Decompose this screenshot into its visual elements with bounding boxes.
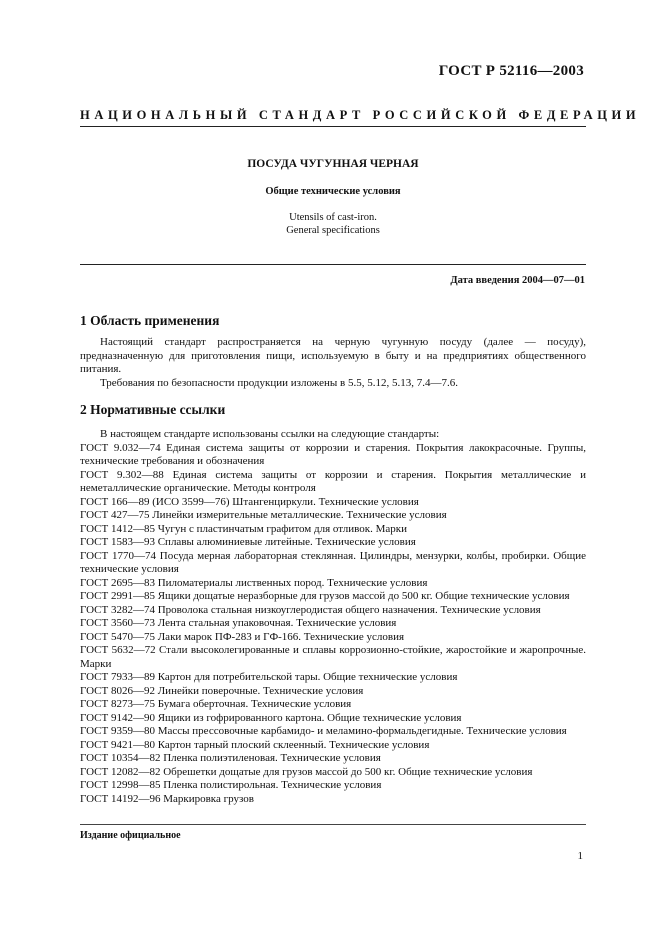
reference-item: ГОСТ 166—89 (ИСО 3599—76) Штангенциркули. Технические условия (80, 495, 419, 508)
reference-item: ГОСТ 9359—80 Массы прессовочные карбамидо- и меламино-формальдегидные. Технические условия (80, 725, 567, 737)
reference-item: ГОСТ 8273—75 Бумага оберточная. Технические условия (80, 698, 352, 710)
reference-item: ГОСТ 9421—80 Картон тарный плоский склеенный. Технические условия (80, 738, 430, 751)
reference-item: ГОСТ 8026—92 Линейки поверочные. Технические условия (80, 684, 364, 697)
section-1-body (80, 336, 586, 390)
reference-item: ГОСТ 1583—93 Сплавы алюминиевые литейные. Технические условия (80, 536, 416, 548)
section-1-paragraph-2: Требования по безопасности продукции изложены в 5.5, 5.12, 5.13, 7.4—7.6. (100, 376, 458, 389)
reference-item: ГОСТ 5470—75 Лаки марок ПФ-283 и ГФ-166. Технические условия (80, 630, 405, 643)
reference-item: ГОСТ 7933—89 Картон для потребительской тары. Общие технические условия (80, 671, 458, 683)
section-2-intro: В настоящем стандарте использованы ссылки на следующие стандарты: (100, 428, 440, 440)
official-edition-label: Издание официальное (80, 830, 181, 841)
reference-item: ГОСТ 14192—96 Маркировка грузов (80, 792, 254, 805)
top-divider (80, 126, 586, 127)
english-title-line-2: General specifications (286, 225, 380, 236)
reference-item: ГОСТ 3282—74 Проволока стальная низкоуглеродистая общего назначения. Технические условия (80, 603, 541, 616)
reference-item: ГОСТ 2991—85 Ящики дощатые неразборные для грузов массой до 500 кг. Общие технические условия (80, 590, 570, 602)
reference-item: ГОСТ 10354—82 Пленка полиэтиленовая. Технические условия (80, 752, 381, 764)
reference-item: ГОСТ 427—75 Линейки измерительные металлические. Технические условия (80, 509, 447, 521)
reference-item: ГОСТ 1770—74 Посуда мерная лабораторная стеклянная. Цилиндры, мензурки, колбы, пробирки. Общие технические условия (80, 549, 586, 575)
english-title (80, 211, 586, 237)
reference-item: ГОСТ 2695—83 Пиломатериалы лиственных пород. Технические условия (80, 576, 428, 589)
national-standard-heading: НАЦИОНАЛЬНЫЙ СТАНДАРТ РОССИЙСКОЙ ФЕДЕРАЦИИ (80, 108, 641, 122)
section-2-heading: 2 Нормативные ссылки (80, 402, 226, 417)
reference-item: ГОСТ 3560—73 Лента стальная упаковочная. Технические условия (80, 617, 397, 629)
reference-item: ГОСТ 12082—82 Обрешетки дощатые для грузов массой до 500 кг. Общие технические условия (80, 765, 533, 778)
section-2-body (80, 428, 586, 806)
english-title-line-1: Utensils of cast-iron. (289, 212, 377, 223)
page-number: 1 (577, 850, 583, 862)
reference-item: ГОСТ 9.032—74 Единая система защиты от коррозии и старения. Покрытия лакокрасочные. Группы, технические требования и обозначения (80, 441, 586, 467)
introduction-date: Дата введения 2004—07—01 (450, 275, 585, 286)
reference-item: ГОСТ 9.302—88 Единая система защиты от коррозии и старения. Покрытия металлические и неметаллические органические. Методы контроля (80, 468, 586, 494)
document-title: ПОСУДА ЧУГУННАЯ ЧЕРНАЯ (247, 158, 419, 170)
reference-list (80, 442, 586, 807)
section-1-paragraph-1: Настоящий стандарт распространяется на черную чугунную посуду (далее — посуду), предназначенную для приготовления пищи, используемую в быту и на предприятиях общественного питания. (80, 336, 586, 375)
section-1-heading: 1 Область применения (80, 313, 220, 328)
document-subtitle: Общие технические условия (265, 186, 401, 197)
title-divider (80, 264, 586, 265)
reference-item: ГОСТ 9142—90 Ящики из гофрированного картона. Общие технические условия (80, 711, 462, 724)
gost-code: ГОСТ Р 52116—2003 (438, 63, 584, 79)
reference-item: ГОСТ 5632—72 Стали высоколегированные и сплавы коррозионно-стойкие, жаростойкие и жаропрочные. Марки (80, 644, 586, 670)
reference-item: ГОСТ 12998—85 Пленка полистирольная. Технические условия (80, 779, 382, 791)
reference-item: ГОСТ 1412—85 Чугун с пластинчатым графитом для отливок. Марки (80, 522, 407, 535)
footer-divider (80, 824, 586, 825)
